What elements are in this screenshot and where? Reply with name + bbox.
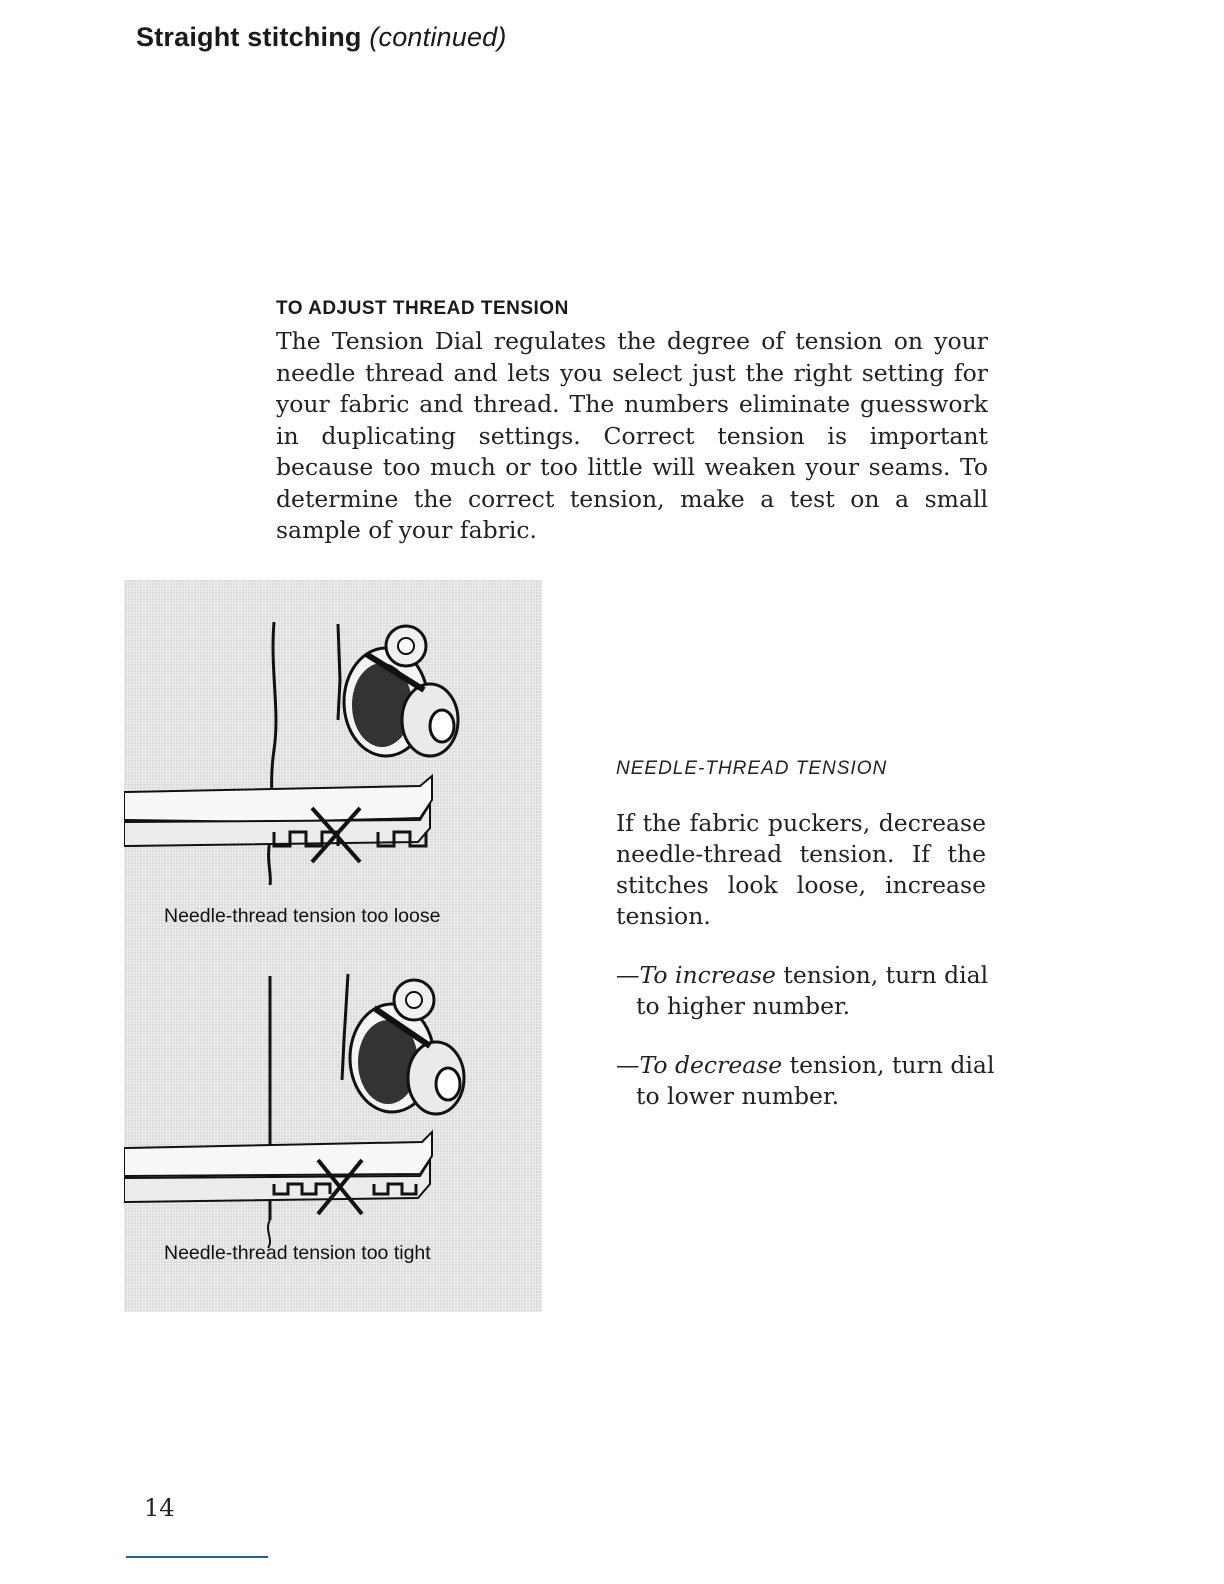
section-title: TO ADJUST THREAD TENSION [276, 298, 569, 319]
list-item: —To increase tension, turn dial to higher number. [616, 961, 989, 1020]
tension-assembly-icon [350, 980, 464, 1114]
subsection-title: NEEDLE-THREAD TENSION [616, 758, 888, 779]
tension-illustration [124, 580, 542, 1312]
subsection-body: If the fabric puckers, decrease needle-thread tension. If the stitches look loose, increase tension. [616, 809, 986, 930]
caption-loose: Needle-thread tension too loose [164, 905, 441, 927]
loose-tension-drawing [124, 622, 458, 885]
page-header [136, 22, 507, 53]
footer-rule [126, 1556, 268, 1558]
section-body: The Tension Dial regulates the degree of tension on your needle thread and lets you select just the right setting for your fabric and thread. The numbers eliminate guesswork in duplicating settings. Correct tension is important because too much or too little will weaken your seams. To determine the correct tension, make a test on a small sample of your fabric. [276, 327, 988, 544]
instruction-list [616, 960, 996, 1140]
tight-tension-drawing [124, 974, 464, 1248]
tension-diagram [124, 580, 542, 1312]
page-number: 14 [144, 1494, 175, 1522]
header-title: Straight stitching [136, 22, 362, 52]
header-continued: (continued) [369, 22, 507, 52]
caption-tight: Needle-thread tension too tight [164, 1242, 431, 1264]
list-item: —To decrease tension, turn dial to lower number. [616, 1051, 995, 1110]
tension-assembly-icon [344, 626, 458, 756]
